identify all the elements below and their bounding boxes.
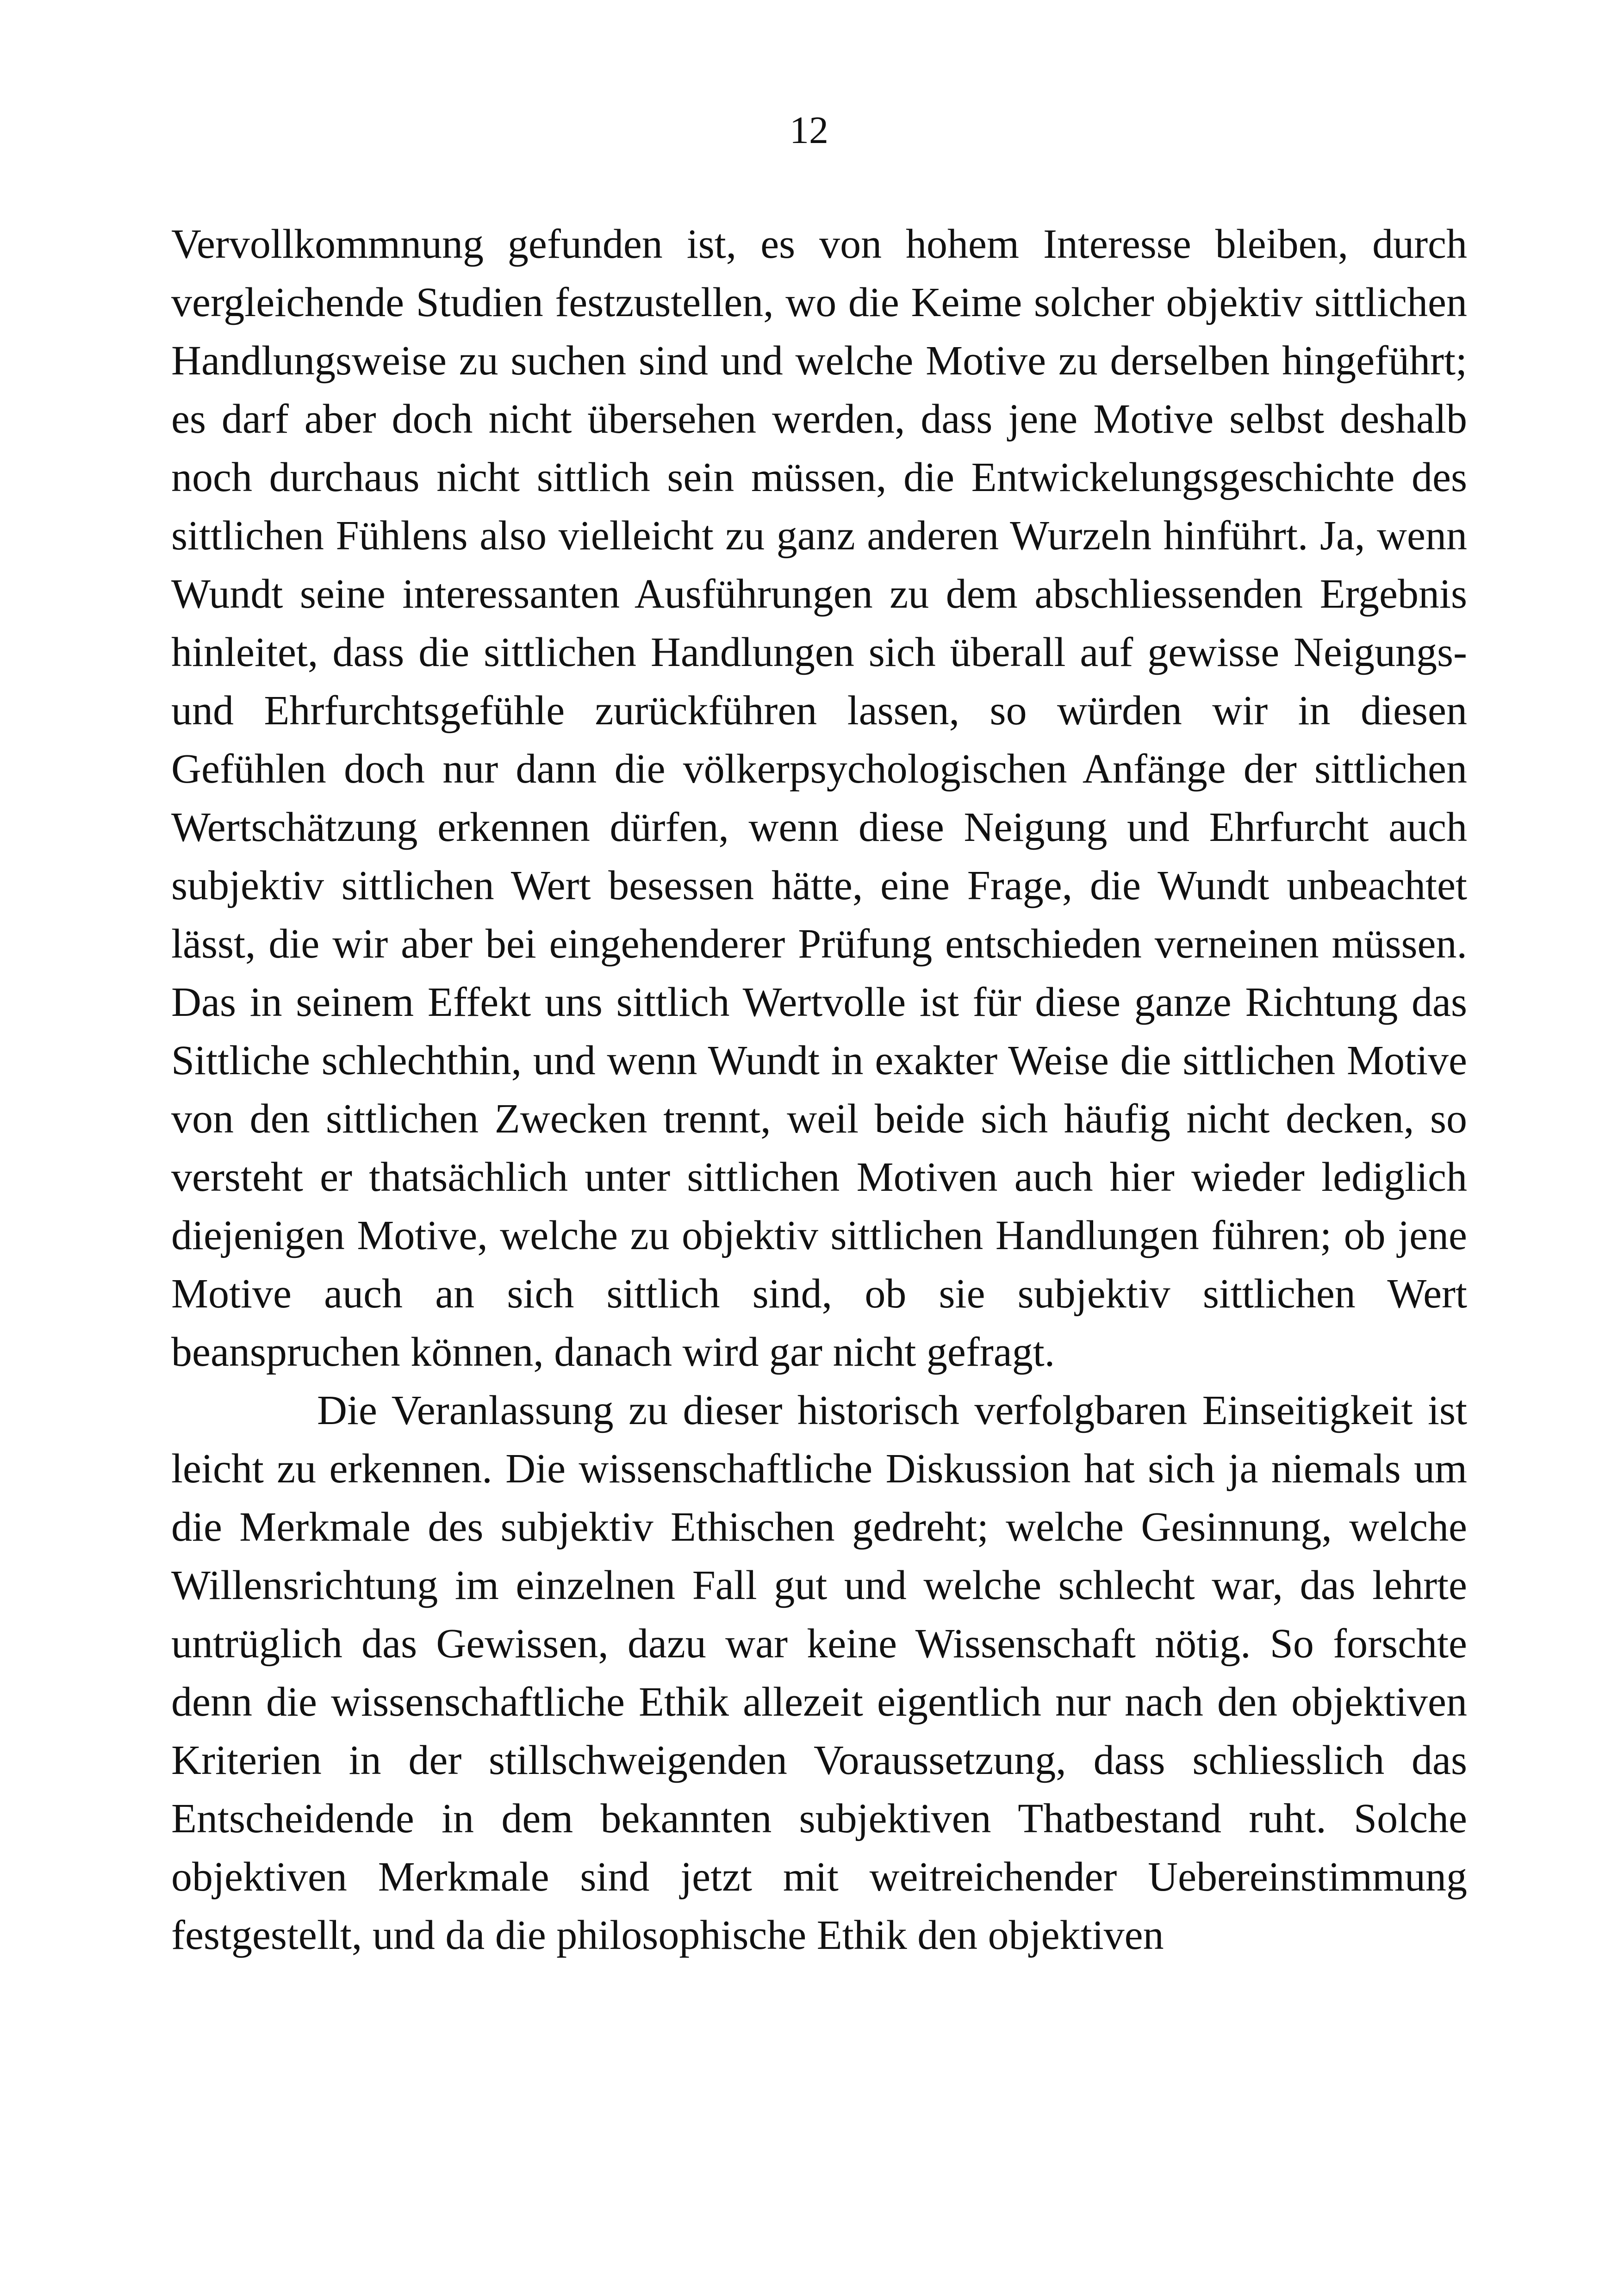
paragraph-1: Vervollkommnung gefunden ist, es von hohem Interesse bleiben, durch vergleichende Studien festzustellen, wo die Keime solcher objektiv sittlichen Handlungsweise zu suchen sind und welche Motive zu derselben hingeführt; es darf aber doch nicht übersehen werden, dass jene Motive selbst deshalb noch durchaus nicht sittlich sein müssen, die Entwickelungsgeschichte des sittlichen Fühlens also vielleicht zu ganz anderen Wurzeln hinführt. Ja, wenn Wundt seine interessanten Ausführungen zu dem abschliessenden Ergebnis hinleitet, dass die sittlichen Handlungen sich überall auf gewisse Neigungs- und Ehrfurchtsgefühle zurückführen lassen, so würden wir in diesen Gefühlen doch nur dann die völkerpsychologischen Anfänge der sittlichen Wertschätzung erkennen dürfen, wenn diese Neigung und Ehrfurcht auch subjektiv sittlichen Wert besessen hätte, eine Frage, die Wundt unbeachtet lässt, die wir aber bei eingehenderer Prüfung entschieden verneinen müssen. Das in seinem Effekt uns sittlich Wertvolle ist für diese ganze Richtung das Sittliche schlechthin, und wenn Wundt in exakter Weise die sittlichen Motive von den sittlichen Zwecken trennt, weil beide sich häufig nicht decken, so versteht er thatsächlich unter sittlichen Motiven auch hier wieder lediglich diejenigen Motive, welche zu objektiv sittlichen Handlungen führen; ob jene Motive auch an sich sittlich sind, ob sie subjektiv sittlichen Wert beanspruchen können, danach wird gar nicht gefragt. [171, 221, 1467, 1375]
page-number: 12 [790, 109, 828, 152]
paragraph-2: Die Veranlassung zu dieser historisch verfolgbaren Einseitigkeit ist leicht zu erkennen. Die wissenschaftliche Diskussion hat sich ja niemals um die Merkmale des subjektiv Ethischen gedreht; welche Gesinnung, welche Willensrichtung im einzelnen Fall gut und welche schlecht war, das lehrte untrüglich das Gewissen, dazu war keine Wissenschaft nötig. So forschte denn die wissenschaftliche Ethik allezeit eigentlich nur nach den objektiven Kriterien in der stillschweigenden Voraussetzung, dass schliesslich das Entscheidende in dem bekannten subjektiven Thatbestand ruht. Solche objektiven Merkmale sind jetzt mit weitreichender Uebereinstimmung festgestellt, und da die philosophische Ethik den objektiven [171, 1388, 1467, 1958]
body-text [171, 215, 1467, 1965]
